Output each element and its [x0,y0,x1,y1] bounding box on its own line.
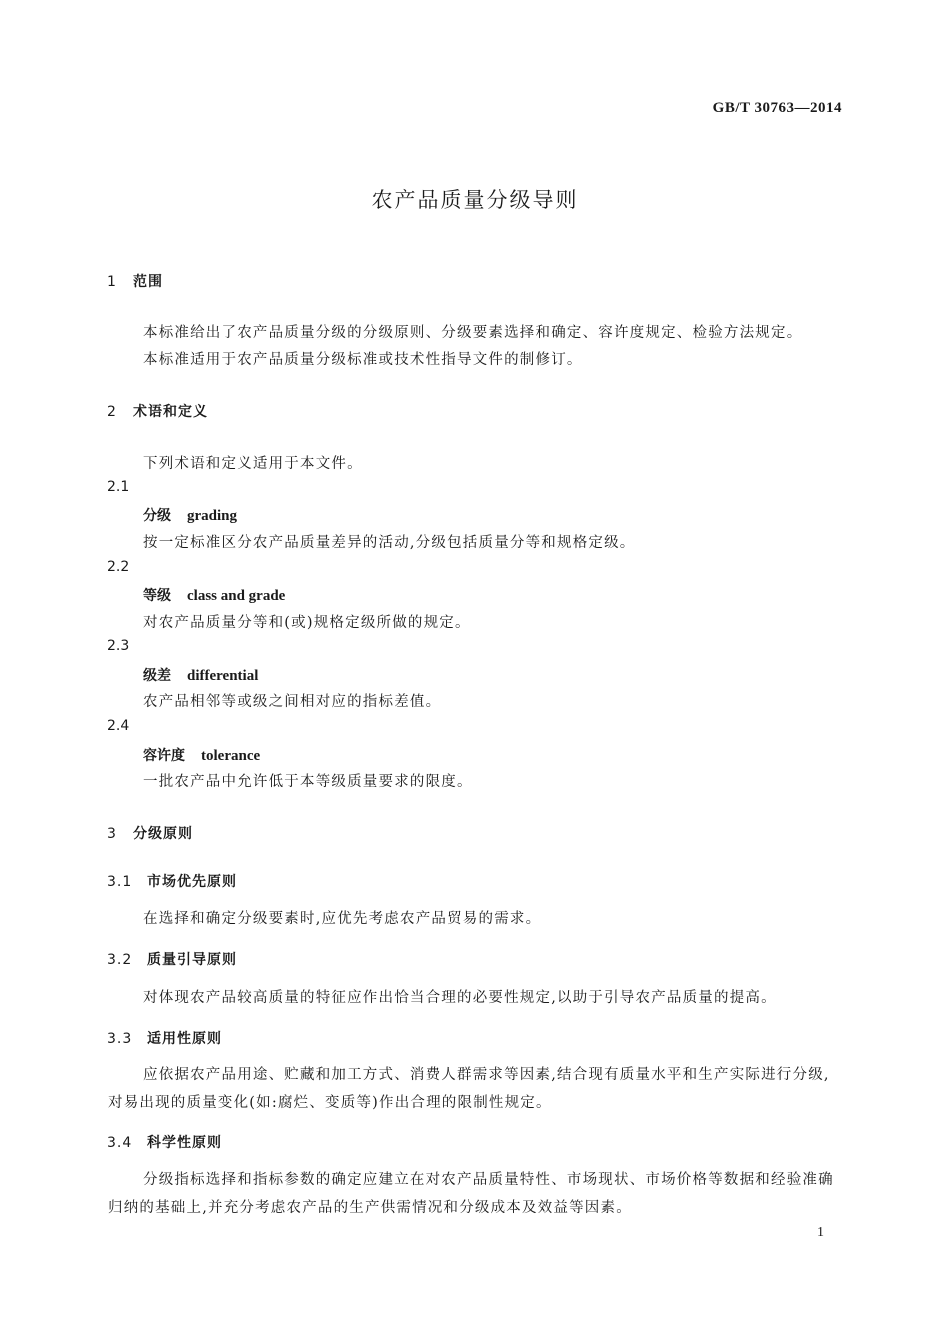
paragraph: 分级指标选择和指标参数的确定应建立在对农产品质量特性、市场现状、市场价格等数据和经验准确归纳的基础上,并充分考虑农产品的生产供需情况和分级成本及效益等因素。 [108,1172,834,1216]
term-heading [143,665,258,685]
subsection-heading [107,1132,222,1152]
paragraph: 本标准给出了农产品质量分级的分级原则、分级要素选择和确定、容许度规定、检验方法规定。 [143,325,803,341]
term-definition: 按一定标准区分农产品质量差异的活动,分级包括质量分等和规格定级。 [143,535,636,551]
subsection-title: 质量引导原则 [147,952,237,968]
term-zh: 容许度 [143,748,185,764]
section-1-heading [107,271,163,291]
paragraph: 在选择和确定分级要素时,应优先考虑农产品贸易的需求。 [143,911,542,927]
term-zh: 分级 [143,508,171,524]
paragraph: 下列术语和定义适用于本文件。 [143,456,363,472]
subsection-title: 市场优先原则 [147,874,237,890]
subsection-heading [107,949,237,969]
term-number: 2.4 [107,718,130,734]
term-definition: 一批农产品中允许低于本等级质量要求的限度。 [143,774,473,790]
section-number: 2 [107,404,117,420]
document-title: 农产品质量分级导则 [371,188,579,212]
page-number: 1 [817,1225,824,1240]
section-title: 分级原则 [133,826,193,842]
term-en: grading [187,508,238,524]
subsection-number: 3.2 [107,952,133,968]
subsection-number: 3.3 [107,1031,133,1047]
term-number: 2.1 [107,479,130,495]
term-heading [143,745,260,765]
section-title: 范围 [133,274,163,290]
section-number: 1 [107,274,117,290]
term-zh: 等级 [143,588,171,604]
paragraph: 对体现农产品较高质量的特征应作出恰当合理的必要性规定,以助于引导农产品质量的提高。 [143,990,777,1006]
subsection-heading [107,1028,222,1048]
term-number: 2.2 [107,559,130,575]
term-en: tolerance [201,748,261,764]
term-heading [143,585,285,605]
section-number: 3 [107,826,117,842]
subsection-heading [107,871,237,891]
subsection-title: 科学性原则 [147,1135,222,1151]
section-3-heading [107,823,193,843]
term-en: differential [187,668,259,684]
term-en: class and grade [187,588,286,604]
term-heading [143,505,237,525]
section-title: 术语和定义 [133,404,208,420]
subsection-number: 3.4 [107,1135,133,1151]
term-definition: 对农产品质量分等和(或)规格定级所做的规定。 [143,615,471,631]
paragraph: 应依据农产品用途、贮藏和加工方式、消费人群需求等因素,结合现有质量水平和生产实际进行分级,对易出现的质量变化(如:腐烂、变质等)作出合理的限制性规定。 [108,1067,830,1111]
term-definition: 农产品相邻等或级之间相对应的指标差值。 [143,694,442,710]
term-number: 2.3 [107,638,130,654]
standard-code: GB/T 30763—2014 [712,100,842,116]
subsection-title: 适用性原则 [147,1031,222,1047]
section-2-heading [107,401,208,421]
subsection-number: 3.1 [107,874,133,890]
term-zh: 级差 [143,668,171,684]
paragraph: 本标准适用于农产品质量分级标准或技术性指导文件的制修订。 [143,352,583,368]
